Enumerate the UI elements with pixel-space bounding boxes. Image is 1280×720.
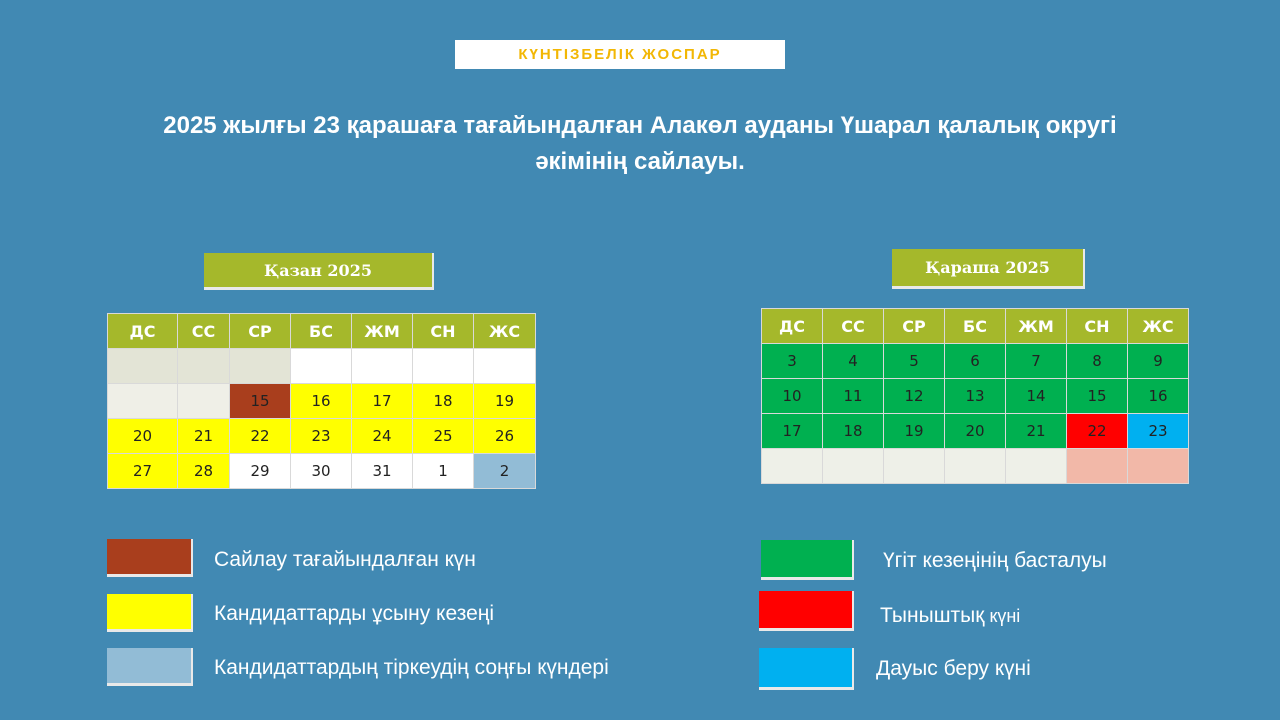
november-title: Қараша 2025 [892,249,1085,289]
october-week-row [108,419,536,454]
october-day-cell [230,349,291,384]
october-calendar [107,313,536,489]
november-weekday-5: СН [1067,309,1128,344]
november-day-cell [945,449,1006,484]
legend-nomination: Кандидаттарды ұсыну кезеңі [214,602,495,625]
october-day-cell [108,384,178,419]
october-weekday-6: ЖС [474,314,536,349]
october-day-cell: 16 [291,384,352,419]
headline-line-2: әкімінің сайлауы. [535,148,745,175]
october-day-cell: 21 [178,419,230,454]
legend-voting: Дауыс беру күні [876,657,1031,680]
november-day-cell: 15 [1067,379,1128,414]
october-day-cell: 25 [413,419,474,454]
november-day-cell [823,449,884,484]
november-day-cell: 22 [1067,414,1128,449]
november-day-cell: 21 [1006,414,1067,449]
november-day-cell [1128,449,1189,484]
november-day-cell: 8 [1067,344,1128,379]
november-day-cell: 9 [1128,344,1189,379]
november-day-cell: 4 [823,344,884,379]
october-week-row [108,454,536,489]
november-day-cell: 5 [884,344,945,379]
november-weekday-4: ЖМ [1006,309,1067,344]
november-week-row [762,449,1189,484]
november-week-row [762,414,1189,449]
november-weekday-row [762,309,1189,344]
october-day-cell [474,349,536,384]
october-day-cell [178,384,230,419]
october-day-cell [178,349,230,384]
october-day-cell: 22 [230,419,291,454]
november-weekday-2: СР [884,309,945,344]
october-day-cell: 20 [108,419,178,454]
november-day-cell: 7 [1006,344,1067,379]
october-weekday-3: БС [291,314,352,349]
legend-swatch-nomination [107,594,193,632]
november-day-cell [1067,449,1128,484]
november-day-cell [762,449,823,484]
october-day-cell: 18 [413,384,474,419]
legend-swatch-campaign [761,540,854,580]
november-weekday-6: ЖС [1128,309,1189,344]
october-day-cell: 29 [230,454,291,489]
november-day-cell: 3 [762,344,823,379]
october-day-cell: 19 [474,384,536,419]
october-weekday-4: ЖМ [352,314,413,349]
october-day-cell: 17 [352,384,413,419]
november-day-cell: 16 [1128,379,1189,414]
october-weekday-0: ДС [108,314,178,349]
legend-swatch-registration-end [107,648,193,686]
october-weekday-1: СС [178,314,230,349]
november-day-cell: 23 [1128,414,1189,449]
november-weekday-1: СС [823,309,884,344]
november-day-cell: 19 [884,414,945,449]
november-day-cell [884,449,945,484]
headline [40,108,1240,180]
november-day-cell: 14 [1006,379,1067,414]
october-day-cell: 24 [352,419,413,454]
legend-swatch-silence [759,591,854,631]
november-weekday-3: БС [945,309,1006,344]
november-week-row [762,344,1189,379]
october-week-row [108,384,536,419]
november-day-cell: 17 [762,414,823,449]
legend-silence-small: күні [984,606,1021,626]
october-day-cell [108,349,178,384]
october-day-cell: 26 [474,419,536,454]
november-day-cell [1006,449,1067,484]
november-day-cell: 10 [762,379,823,414]
november-calendar [761,308,1189,484]
october-day-cell: 15 [230,384,291,419]
october-week-row [108,349,536,384]
legend-silence [880,604,1020,628]
november-day-cell: 11 [823,379,884,414]
november-day-cell: 18 [823,414,884,449]
october-weekday-row [108,314,536,349]
legend-election-set: Сайлау тағайындалған күн [214,548,476,571]
october-days [108,349,536,489]
october-title: Қазан 2025 [204,253,434,290]
october-day-cell [413,349,474,384]
november-day-cell: 12 [884,379,945,414]
legend-silence-main: Тыныштық [880,604,985,627]
october-day-cell: 2 [474,454,536,489]
headline-line-1: 2025 жылғы 23 қарашаға тағайындалған Алакөл ауданы Үшарал қалалық округі [163,112,1117,139]
october-weekday-5: СН [413,314,474,349]
november-days [762,344,1189,484]
november-week-row [762,379,1189,414]
october-day-cell: 27 [108,454,178,489]
october-day-cell [352,349,413,384]
october-day-cell: 23 [291,419,352,454]
november-day-cell: 20 [945,414,1006,449]
legend-campaign: Үгіт кезеңінің басталуы [883,549,1107,572]
october-day-cell: 31 [352,454,413,489]
calendar-plan-label: КҮНТІЗБЕЛІК ЖОСПАР [455,40,785,69]
legend-swatch-election-set [107,539,193,577]
november-day-cell: 13 [945,379,1006,414]
legend-swatch-voting [759,648,854,690]
october-weekday-2: СР [230,314,291,349]
november-weekday-0: ДС [762,309,823,344]
october-day-cell: 28 [178,454,230,489]
october-day-cell: 30 [291,454,352,489]
october-day-cell [291,349,352,384]
november-day-cell: 6 [945,344,1006,379]
legend-registration-end: Кандидаттардың тіркеудің соңғы күндері [214,656,609,679]
october-day-cell: 1 [413,454,474,489]
